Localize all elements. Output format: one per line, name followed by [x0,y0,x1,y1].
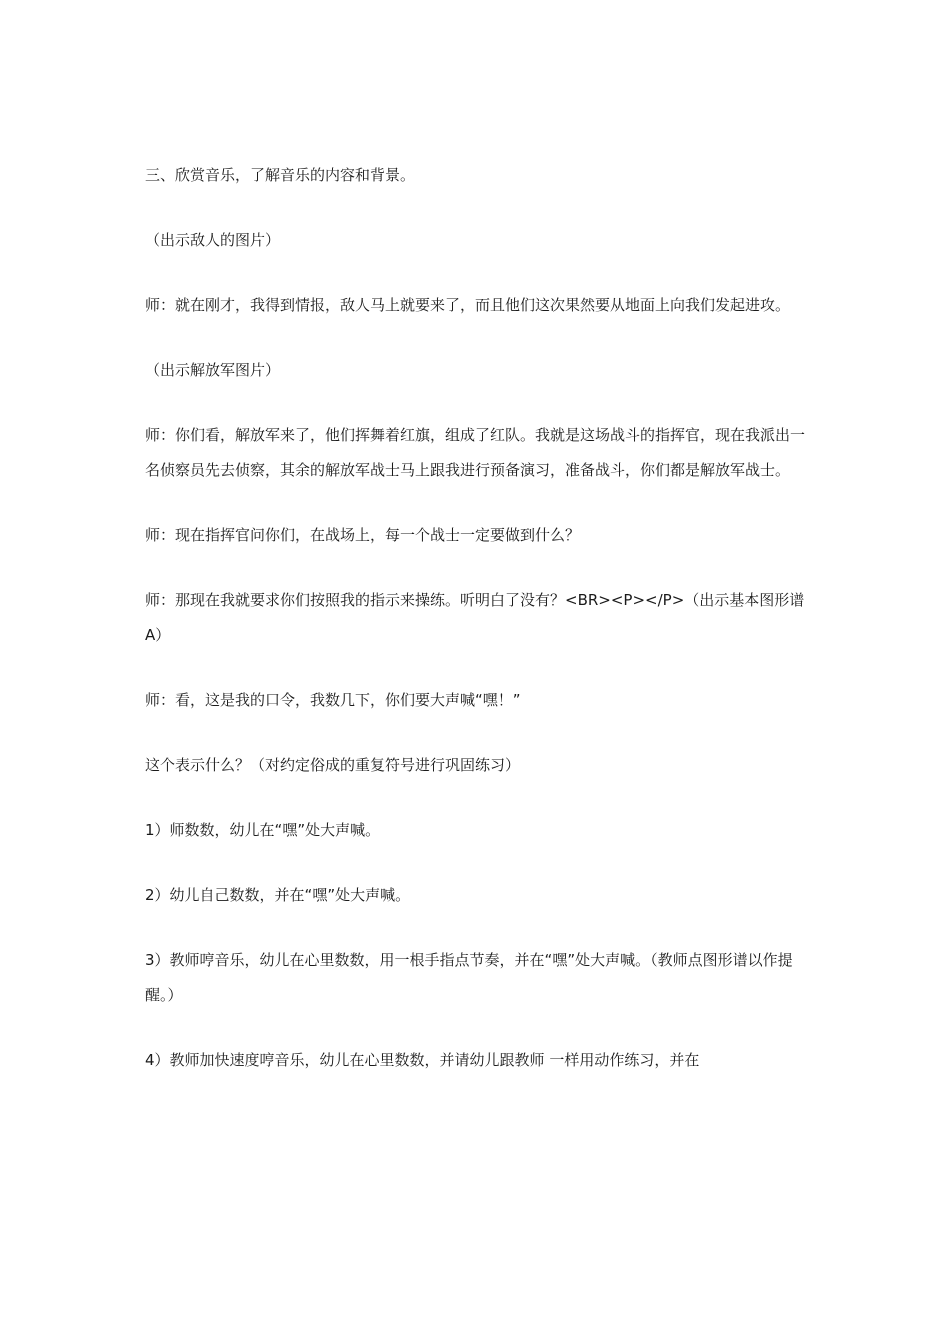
list-item: 1）师数数，幼儿在“嘿”处大声喊。 [145,821,381,839]
list-item: 4）教师加快速度哼音乐，幼儿在心里数数，并请幼儿跟教师 一样用动作练习，并在 [145,1051,700,1069]
teacher-line: 师：现在指挥官问你们，在战场上，每一个战士一定要做到什么？ [145,526,581,544]
list-item: 3）教师哼音乐，幼儿在心里数数，用一根手指点节奏，并在“嘿”处大声喊。（教师点图形谱以作提醒。） [145,951,793,1004]
stage-direction: （出示解放军图片） [145,361,281,379]
list-item: 2）幼儿自己数数，并在“嘿”处大声喊。 [145,886,411,904]
teacher-line: 师：看，这是我的口令，我数几下，你们要大声喊“嘿！” [145,691,521,709]
teacher-line: 师：就在刚才，我得到情报，敌人马上就要来了，而且他们这次果然要从地面上向我们发起进攻。 [145,296,791,314]
question-line: 这个表示什么？（对约定俗成的重复符号进行巩固练习） [145,756,521,774]
section-heading: 三、欣赏音乐，了解音乐的内容和背景。 [145,166,416,184]
teacher-line: 师：那现在我就要求你们按照我的指示来操练。听明白了没有？<BR><P></P>（出示基本图形谱 A） [145,591,805,644]
document-body [145,158,805,1108]
stage-direction: （出示敌人的图片） [145,231,281,249]
teacher-line: 师：你们看，解放军来了，他们挥舞着红旗，组成了红队。我就是这场战斗的指挥官，现在我派出一名侦察员先去侦察，其余的解放军战士马上跟我进行预备演习，准备战斗，你们都是解放军战士。 [145,426,806,479]
